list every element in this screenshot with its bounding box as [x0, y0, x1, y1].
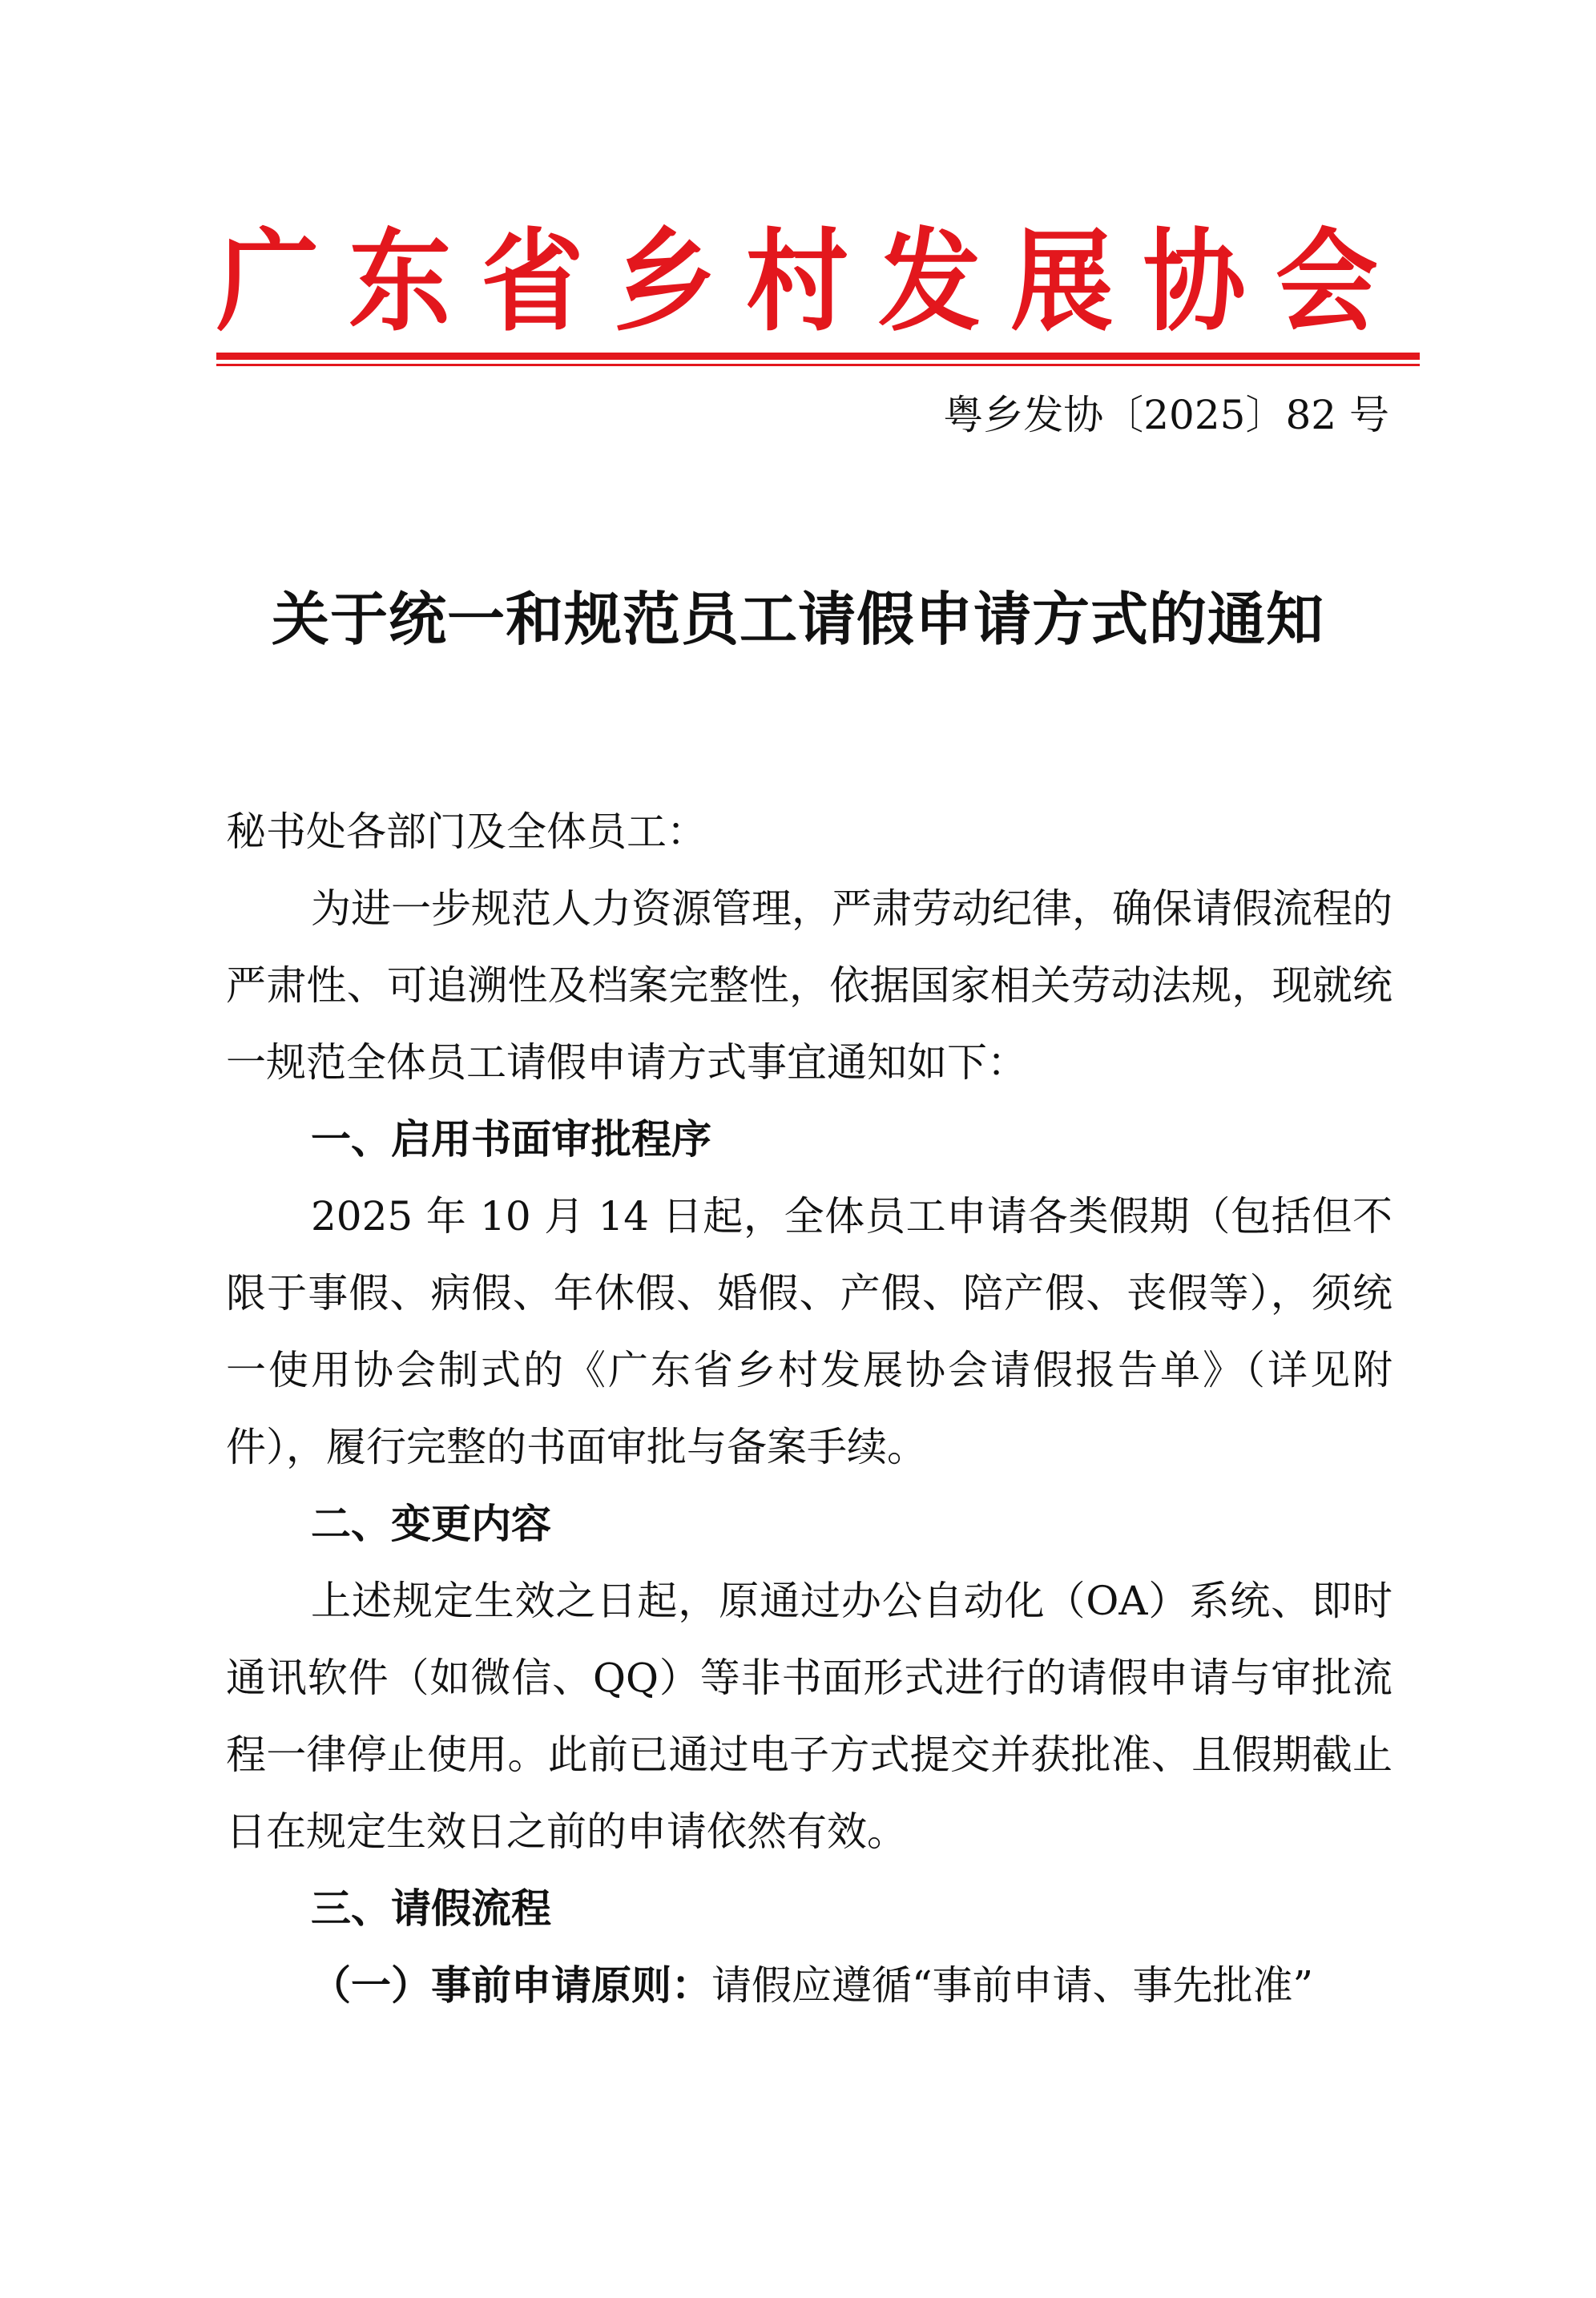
org-name-char: 东 [349, 216, 452, 347]
org-name-header [216, 196, 1378, 349]
section-1-heading: 一、启用书面审批程序 [311, 1116, 711, 1163]
salutation: 秘书处各部门及全体员工： [226, 808, 707, 855]
section-3-item-1 [226, 1947, 1392, 2024]
header-red-rule [216, 353, 1420, 360]
document-body [226, 793, 1392, 2024]
org-name-char: 会 [1275, 216, 1378, 347]
document-number: 粤乡发协〔2025〕82 号 [943, 392, 1389, 438]
section-2-heading: 二、变更内容 [311, 1501, 551, 1547]
org-name-char: 发 [878, 216, 981, 347]
section-1-paragraph: 2025 年 10 月 14 日起，全体员工申请各类假期（包括但不限于事假、病假、年休假、婚假、产假、陪产假、丧假等），须统一使用协会制式的《广东省乡村发展协会请假报告单》（详见附件），履行完整的书面审批与备案手续。 [226, 1193, 1392, 1470]
org-name-char: 广 [216, 216, 320, 347]
section-3-item-1-lead: （一）事前申请原则： [311, 1962, 711, 2009]
org-name-char: 协 [1143, 216, 1246, 347]
org-name-char: 村 [745, 216, 848, 347]
intro-paragraph: 为进一步规范人力资源管理，严肃劳动纪律，确保请假流程的严肃性、可追溯性及档案完整性，依据国家相关劳动法规，现就统一规范全体员工请假申请方式事宜通知如下： [226, 885, 1392, 1086]
section-3-heading: 三、请假流程 [311, 1885, 551, 1932]
org-name-char: 乡 [613, 216, 716, 347]
document-title: 关于统一和规范员工请假申请方式的通知 [271, 586, 1324, 653]
section-3-item-1-text: 请假应遵循“事前申请、事先批准” [711, 1962, 1314, 2009]
section-2-paragraph: 上述规定生效之日起，原通过办公自动化（OA）系统、即时通讯软件（如微信、QQ）等非书面形式进行的请假申请与审批流程一律停止使用。此前已通过电子方式提交并获批准、且假期截止日在规定生效日之前的申请依然有效。 [226, 1578, 1392, 1855]
org-name-char: 省 [481, 216, 584, 347]
header-red-rule-thin [216, 364, 1420, 366]
org-name-char: 展 [1010, 216, 1114, 347]
